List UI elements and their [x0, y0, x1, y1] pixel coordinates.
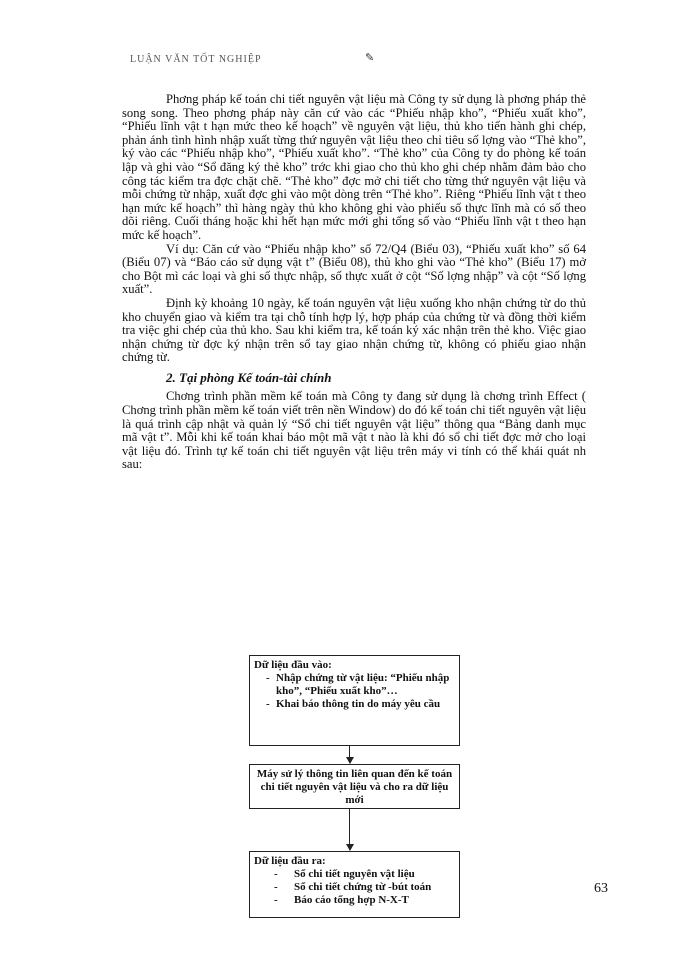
processing-text: Máy sử lý thông tin liên quan đến kế toán chi tiết nguyên vật liệu và cho ra dữ liệu mới	[256, 768, 453, 806]
pencil-icon: ✎	[365, 52, 376, 64]
output-box-heading: Dữ liệu đầu ra:	[254, 855, 326, 867]
list-item	[254, 698, 455, 711]
arrow-head	[346, 844, 354, 851]
paragraph: Phơng pháp kế toán chi tiết nguyên vật liệu mà Công ty sử dụng là phơng pháp thẻ song song. Theo phơng pháp này căn cứ vào các “Phiếu nhập kho”, “Phiếu xuất kho”, “Phiếu lĩnh vật t hạn mức theo kế hoạch” về nguyên vật liệu, thủ kho tiến hành ghi chép, phản ánh tình hình nhập xuất từng thứ nguyên vật liệu theo chỉ tiêu số lợng vào “Thẻ kho”, ký vào các “Phiếu nhập kho”, “Phiếu xuất kho”. “Thẻ kho” của Công ty do phòng kế toán lập và ghi vào “Sổ đăng ký thẻ kho” trớc khi giao cho thủ kho ghi chép nhằm đảm bảo cho công tác kiểm tra đợc chặt chẽ. “Thẻ kho” đợc mở chi tiết cho từng thứ nguyên vật liệu và mỗi chứng từ nhập, xuất đợc ghi vào một dòng trên “Thẻ kho”. Riêng “Phiếu lĩnh vật t theo hạn mức kế hoạch” thì hàng ngày thủ kho không ghi vào phiếu số thực lĩnh mà có số theo dõi riêng. Cuối tháng hoặc khi hết hạn mức mới ghi tổng số vào “Phiếu lĩnh vật t theo hạn mức kế hoạch”.	[122, 92, 586, 242]
arrow-head	[346, 757, 354, 764]
output-items-list	[254, 868, 455, 907]
down-arrow	[349, 746, 350, 763]
section-heading: 2. Tại phòng Kế toán-tài chính	[166, 369, 332, 385]
list-item-text: Nhập chứng từ vật liệu: “Phiếu nhập kho”, “Phiếu xuất kho”…	[276, 672, 450, 697]
list-item	[254, 868, 455, 881]
bullet-dash: -	[274, 881, 278, 893]
list-item-text: Báo cáo tổng hợp N-X-T	[294, 894, 409, 906]
down-arrow	[349, 809, 350, 850]
bullet-dash: -	[266, 698, 270, 710]
paragraph: Chơng trình phần mềm kế toán mà Công ty đang sử dụng là chơng trình Effect ( Chơng trình phần mềm kế toán viết trên nền Window) do đó kế toán chi tiết nguyên vật liệu là quá trình cập nhật và quản lý “Sổ chi tiết nguyên vật liệu” thông qua “Bảng danh mục mã vật t”. Mỗi khi kế toán khai báo một mã vật t nào là khi đó sổ chi tiết đợc mở cho loại vật liệu đó. Trình tự kế toán chi tiết nguyên vật liệu trên máy vi tính có thể khái quát nh sau:	[122, 389, 586, 472]
input-items-list	[254, 672, 455, 711]
running-title: LUẬN VĂN TỐT NGHIỆP	[130, 54, 262, 65]
bullet-dash: -	[274, 868, 278, 880]
output-data-box	[249, 851, 460, 918]
page-header	[130, 54, 550, 65]
list-item	[254, 881, 455, 894]
list-item-text: Sổ chi tiết chứng từ -bút toán	[294, 881, 432, 893]
processing-box	[249, 764, 460, 809]
list-item-text: Sổ chi tiết nguyên vật liệu	[294, 868, 415, 880]
input-box-heading: Dữ liệu đầu vào:	[254, 659, 332, 671]
body-text	[122, 93, 586, 472]
bullet-dash: -	[266, 672, 270, 684]
list-item	[254, 894, 455, 907]
paragraph: Định kỳ khoảng 10 ngày, kế toán nguyên vật liệu xuống kho nhận chứng từ do thủ kho chuyển giao và kiểm tra tại chỗ tính hợp lý, hợp pháp của chứng từ và đồng thời kiểm tra việc ghi chép của thủ kho. Sau khi kiểm tra, kế toán ký xác nhận trên thẻ kho. Việc giao nhận chứng từ đợc ký nhận trên sổ tay giao nhận chứng từ, không có phiếu giao nhận chứng từ.	[122, 295, 586, 365]
input-data-box	[249, 655, 460, 746]
bullet-dash: -	[274, 894, 278, 906]
page-number: 63	[594, 881, 608, 896]
paragraph: Ví dụ: Căn cứ vào “Phiếu nhập kho” số 72/Q4 (Biểu 03), “Phiếu xuất kho” số 64 (Biểu 07) và “Báo cáo sử dụng vật t” (Biểu 08), thủ kho ghi vào “Thẻ kho” (Biểu 17) mở cho Bột mì các loại và ghi số thực nhập, số thực xuất ở cột “Số lợng nhập” và cột “Số lợng xuất”.	[122, 241, 586, 297]
list-item-text: Khai báo thông tin do máy yêu cầu	[276, 698, 441, 710]
list-item	[254, 672, 455, 698]
